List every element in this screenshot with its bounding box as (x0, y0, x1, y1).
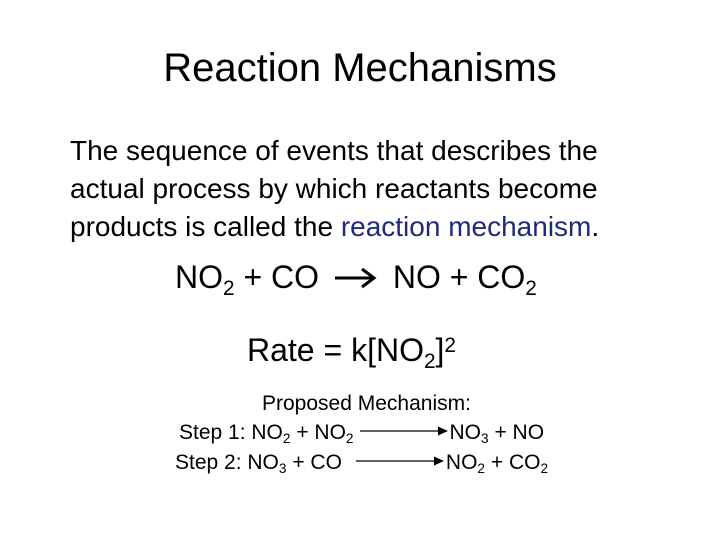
rate-law-subscript: 2 (423, 349, 436, 373)
step2-products: NO (445, 451, 478, 474)
step2-sub-b: 2 (477, 461, 486, 477)
reactant-co: + CO (234, 259, 328, 295)
long-right-arrow-icon (360, 425, 448, 437)
step1-plus: + NO (290, 421, 346, 444)
reactant-no2: NO (175, 259, 223, 295)
rate-law-bracket: ] (435, 332, 445, 368)
rate-law (247, 330, 456, 373)
rate-law-prefix: Rate = k[NO (247, 332, 424, 368)
product-co2-subscript: 2 (525, 276, 537, 300)
mechanism-step-2 (175, 450, 548, 476)
mechanism-heading: Proposed Mechanism: (262, 392, 471, 415)
step2-end: + CO (485, 451, 541, 474)
intro-paragraph (70, 132, 700, 246)
intro-text: The sequence of events that describes the actual process by which reactants become products is called the (70, 135, 598, 242)
step2-sub-c: 2 (540, 461, 549, 477)
step1-products: NO (449, 421, 482, 444)
step2-sub-a: 3 (278, 461, 287, 477)
long-right-arrow-icon (356, 455, 444, 467)
reactant-no2-subscript: 2 (223, 276, 235, 300)
slide-title: Reaction Mechanisms (163, 46, 557, 90)
step1-reactants: Step 1: NO (179, 421, 283, 444)
step1-end: + NO (488, 421, 545, 444)
step2-plus: + CO (286, 451, 342, 474)
intro-highlight-term: reaction mechanism (340, 211, 592, 242)
right-arrow-icon (332, 265, 380, 291)
overall-reaction (175, 257, 537, 300)
product-no-co2: NO + CO (383, 259, 526, 295)
step1-sub-c: 3 (481, 431, 489, 447)
step1-sub-a: 2 (282, 431, 291, 447)
step1-sub-b: 2 (345, 431, 354, 447)
step2-reactants: Step 2: NO (175, 451, 279, 474)
rate-law-exponent: 2 (444, 333, 456, 357)
mechanism-step-1 (179, 420, 544, 446)
intro-period: . (591, 211, 600, 242)
